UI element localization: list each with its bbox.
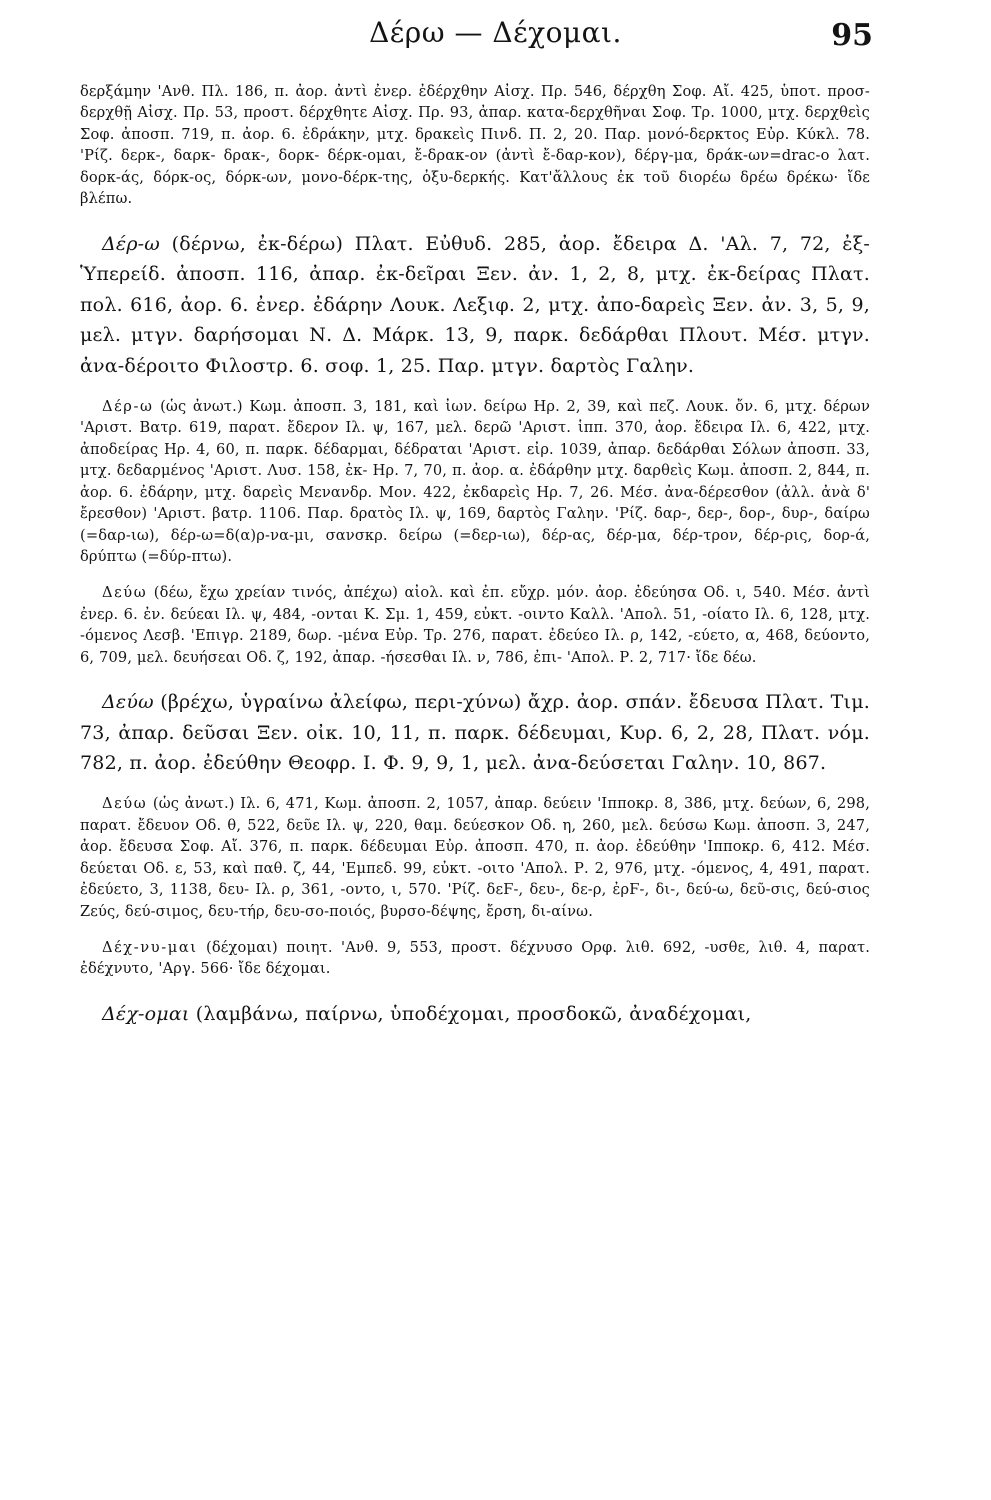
entry-lemma: Δέρ-ω xyxy=(102,232,160,255)
entry xyxy=(80,396,870,568)
page-title: Δέρω — Δέχομαι. xyxy=(369,16,622,49)
page-number: 95 xyxy=(831,18,873,53)
entry-lemma: Δεύω xyxy=(102,795,148,813)
entry-lemma: Δέρ-ω xyxy=(102,397,154,415)
entry-text: (ὡς ἀνωτ.) Ιλ. 6, 471, Κωμ. ἀποσπ. 2, 1057, ἀπαρ. δεύειν 'Ιπποκρ. 8, 386, μτχ. δεύων, 6, 298, παρατ. ἔδευον Οδ. θ, 522, δεῦε Ιλ. ψ, 220, θαμ. δεύεσκον Οδ. η, 260, μελ. δεύσω Κωμ. ἀποσπ. 3, 247, ἀορ. ἔδευσα Σοφ. Αἴ. 376, π. παρκ. δέδευμαι Εὐρ. ἀποσπ. 470, π. ἀορ. ἐδεύθην 'Ιπποκρ. 6, 412. Μέσ. δεύεται Οδ. ε, 53, καὶ παθ. ζ, 44, 'Εμπεδ. 99, εὐκτ. -οιτο 'Απολ. Ρ. 2, 976, μτχ. -όμενος, 4, 491, παρατ. ἐδεύετο, 3, 1138, δευ- Ιλ. ρ, 361, -οντο, ι, 570. 'Ρίζ. δεϜ-, δευ-, δε-ρ, ἐρϜ-, δι-, δεύ-ω, δεῦ-σις, δεύ-σιος Ζεύς, δεύ-σιμος, δευ-τήρ, δευ-σο-ποιός, βυρσο-δέψης, ἔρση, δι-αίνω. xyxy=(80,795,870,920)
entry-text: (δέρνω, ἐκ-δέρω) Πλατ. Εὐθυδ. 285, ἀορ. ἔδειρα Δ. 'Αλ. 7, 72, ἐξ- Ὑπερείδ. ἀποσπ. 116, ἀπαρ. ἐκ-δεῖραι Ξεν. ἀν. 1, 2, 8, μτχ. ἐκ-δείρας Πλατ. πολ. 616, ἀορ. 6. ἐνερ. ἐδάρην Λουκ. Λεξιφ. 2, μτχ. ἀπο-δαρεὶς Ξεν. ἀν. 3, 5, 9, μελ. μτγν. δαρήσομαι Ν. Δ. Μάρκ. 13, 9, παρκ. δεδάρθαι Πλουτ. Μέσ. μτγν. ἀνα-δέροιτο Φιλοστρ. 6. σοφ. 1, 25. Παρ. μτγν. δαρτὸς Γαλην. xyxy=(80,232,870,377)
entry-text: (λαμβάνω, παίρνω, ὑποδέχομαι, προσδοκῶ, ἀναδέχομαι, xyxy=(195,1002,752,1025)
entry-text: (δέχομαι) ποιητ. 'Ανθ. 9, 553, προστ. δέχνυσο Ορφ. λιθ. 692, -υσθε, λιθ. 4, παρατ. ἐδέχνυτο, 'Αργ. 566· ἴδε δέχομαι. xyxy=(80,938,871,978)
entry xyxy=(80,999,870,1030)
running-head xyxy=(0,14,991,58)
entry-lemma: Δέχ-ομαι xyxy=(102,1002,190,1025)
entry-text: (δέω, ἔχω χρείαν τινός, ἀπέχω) αἰολ. καὶ ἐπ. εὔχρ. μόν. ἀορ. ἐδεύησα Οδ. ι, 540. Μέσ. ἀντὶ ἐνερ. 6. ἐν. δεύεαι Ιλ. ψ, 484, -ονται Κ. Σμ. 1, 459, εὐκτ. -οιντο Καλλ. 'Απολ. 51, -οίατο Ιλ. 6, 128, μτχ. -όμενος Λεσβ. 'Επιγρ. 2189, δωρ. -μένα Εὐρ. Τρ. 276, παρατ. ἐδεύεο Ιλ. ρ, 142, -εύετο, α, 468, δεύοντο, 6, 709, μελ. δευήσεαι Οδ. ζ, 192, ἀπαρ. -ήσεσθαι Ιλ. ν, 786, ἐπι- 'Απολ. Ρ. 2, 717· ἴδε δέω. xyxy=(80,584,870,666)
entry-text: (ὡς ἀνωτ.) Κωμ. ἀποσπ. 3, 181, καὶ ἰων. δείρω Ηρ. 2, 39, καὶ πεζ. Λουκ. ὄν. 6, μτχ. δέρων 'Αριστ. Βατρ. 619, παρατ. ἔδερον Ιλ. ψ, 167, μελ. δερῶ 'Αριστ. ἱππ. 370, ἀορ. ἔδειρα Ιλ. 6, 422, μτχ. ἀποδείρας Ηρ. 4, 60, π. παρκ. δέδαρμαι, δέδραται 'Αριστ. εἰρ. 1039, ἀπαρ. δεδάρθαι Σόλων ἀποσπ. 33, μτχ. δεδαρμένος 'Αριστ. Λυσ. 158, ἐκ- Ηρ. 7, 70, π. ἀορ. α. ἐδάρθην μτχ. δαρθεὶς Κωμ. ἀποσπ. 2, 844, π. ἀορ. 6. ἐδάρην, μτχ. δαρεὶς Μενανδρ. Μον. 422, ἐκδαρεὶς Ηρ. 7, 26. Μέσ. ἀνα-δέρεσθον (ἀλλ. ἀνὰ δ' ἔρεσθον) 'Αριστ. βατρ. 1106. Παρ. δρατὸς Ιλ. ψ, 169, δαρτὸς Γαλην. 'Ρίζ. δαρ-, δερ-, δορ-, δυρ-, δαίρω (=δαρ-ιω), δέρ-ω=δ(α)ρ-να-μι, σανσκρ. δείρω (=δερ-ιω), δέρ-ας, δέρ-μα, δέρ-τρον, δέρ-ρις, δορ-ά, δρύπτω (=δύρ-πτω). xyxy=(80,397,870,566)
entry xyxy=(80,81,870,210)
entry-lemma: Δεύω xyxy=(102,691,154,714)
entry xyxy=(80,793,870,922)
entry-text: (βρέχω, ὑγραίνω ἀλείφω, περι-χύνω) ἄχρ. ἀορ. σπάν. ἔδευσα Πλατ. Τιμ. 73, ἀπαρ. δεῦσαι Ξεν. οἰκ. 10, 11, π. παρκ. δέδευμαι, Κυρ. 6, 2, 28, Πλατ. νόμ. 782, π. ἀορ. ἐδεύθην Θεοφρ. Ι. Φ. 9, 9, 1, μελ. ἀνα-δεύσεται Γαλην. 10, 867. xyxy=(80,691,870,775)
entry-lemma: Δέχ-νυ-μαι xyxy=(102,938,198,956)
entry xyxy=(80,229,870,382)
entry xyxy=(80,687,870,779)
entry xyxy=(80,582,870,668)
entry-lemma: Δεύω xyxy=(102,584,148,602)
entries-column xyxy=(80,66,870,1038)
entry xyxy=(80,937,870,980)
entry-text: δερξάμην 'Ανθ. Πλ. 186, π. ἀορ. ἀντὶ ἐνερ. ἐδέρχθην Αἰσχ. Πρ. 546, δέρχθη Σοφ. Αἴ. 425, ὑποτ. προσ-δερχθῇ Αἰσχ. Πρ. 53, προστ. δέρχθητε Αἰσχ. Πρ. 93, ἀπαρ. κατα-δερχθῆναι Σοφ. Τρ. 1000, μτχ. δερχθεὶς Σοφ. ἀποσπ. 719, π. ἀορ. 6. ἐδράκην, μτχ. δρακεὶς Πινδ. Π. 2, 20. Παρ. μονό-δερκτος Εὐρ. Κύκλ. 78. 'Ρίζ. δερκ-, δαρκ- δρακ-, δορκ- δέρκ-ομαι, ἔ-δρακ-ον (ἀντὶ ἔ-δαρ-κον), δέργ-μα, δράκ-ων=drac-o λατ. δορκ-άς, δόρκ-ος, δόρκ-ων, μονο-δέρκ-της, ὀξυ-δερκής. Κατ'ἄλλους ἐκ τοῦ διορέω δρέω δρέκω· ἴδε βλέπω. xyxy=(80,82,870,208)
